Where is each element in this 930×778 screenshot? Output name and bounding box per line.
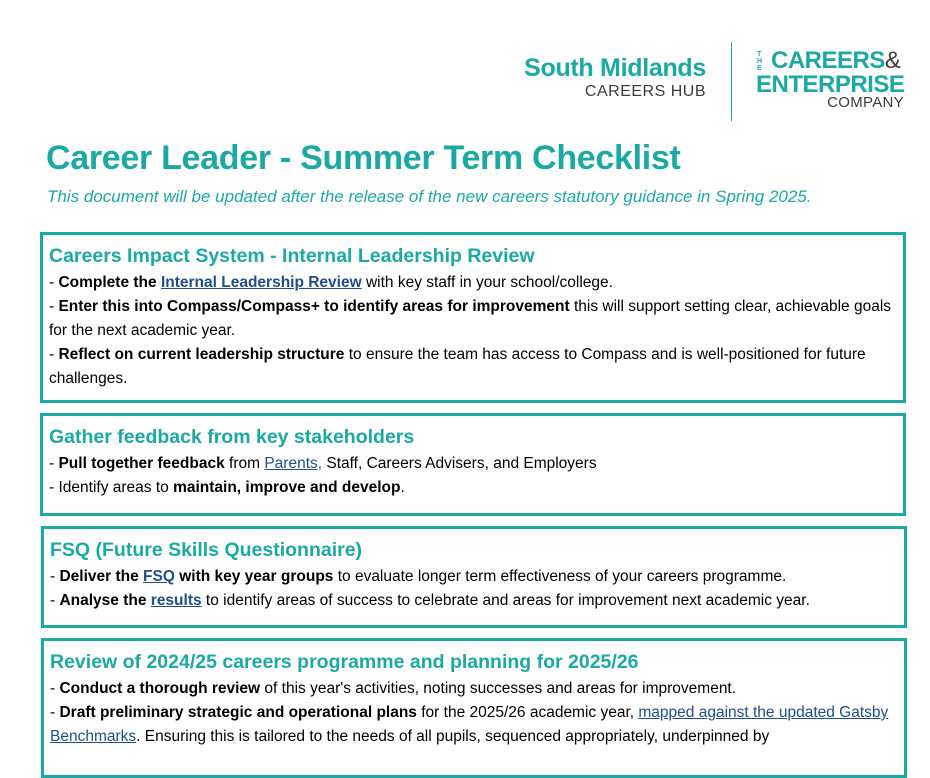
bullet-complete-review: - Complete the Internal Leadership Review with key staff in your school/college.	[49, 274, 613, 291]
cec-line3: COMPANY	[827, 94, 904, 111]
hub-subtitle: CAREERS HUB	[584, 83, 706, 100]
internal-leadership-review-link[interactable]: Internal Leadership Review	[160, 274, 362, 291]
bullet-deliver-fsq: - Deliver the FSQ with key year groups to evaluate longer term effectiveness of your careers programme.	[50, 568, 787, 585]
section-stakeholder-feedback	[40, 413, 906, 516]
logo-divider	[731, 42, 732, 121]
parents-link[interactable]: Parents,	[264, 455, 323, 472]
results-link[interactable]: results	[150, 592, 202, 609]
cec-line2: ENTERPRISE	[756, 71, 905, 98]
bullet-enter-compass: - Enter this into Compass/Compass+ to identify areas for improvement this will support setting clear, achievable goals for the next academic year.	[49, 298, 892, 339]
section-programme-review	[41, 638, 907, 778]
cec-the: THE	[757, 51, 763, 72]
section-heading: FSQ (Future Skills Questionnaire)	[50, 539, 363, 561]
bullet-conduct-review: - Conduct a thorough review of this year's activities, noting successes and areas for improvement.	[50, 680, 737, 697]
bullet-draft-plans: - Draft preliminary strategic and operational plans for the 2025/26 academic year, mapped against the updated Gatsby Benchmarks. Ensuring this is tailored to the needs of all pupils, sequenced appropriately, underpinned by	[50, 704, 889, 745]
page-title: Career Leader - Summer Term Checklist	[46, 139, 681, 177]
cec-line1: CAREERS&	[771, 47, 901, 74]
section-heading: Gather feedback from key stakeholders	[49, 426, 415, 448]
section-fsq	[41, 526, 907, 628]
page-subtitle: This document will be updated after the release of the new careers statutory guidance in Spring 2025.	[47, 187, 812, 206]
hub-name: South Midlands	[524, 54, 706, 82]
section-heading: Careers Impact System - Internal Leadership Review	[49, 245, 535, 267]
bullet-identify-areas: - Identify areas to maintain, improve and develop.	[49, 479, 405, 496]
bullet-pull-feedback: - Pull together feedback from Parents, Staff, Careers Advisers, and Employers	[49, 455, 597, 472]
gatsby-benchmarks-link[interactable]: mapped against the updated Gatsby Benchmarks	[50, 704, 889, 745]
section-leadership-review	[40, 232, 906, 403]
section-heading: Review of 2024/25 careers programme and planning for 2025/26	[50, 651, 639, 673]
bullet-reflect-structure: - Reflect on current leadership structure to ensure the team has access to Compass and is well-positioned for future challenges.	[49, 346, 866, 387]
south-midlands-hub-logo	[524, 54, 706, 102]
fsq-link[interactable]: FSQ	[143, 568, 175, 585]
bullet-analyse-results: - Analyse the results to identify areas of success to celebrate and areas for improvement next academic year.	[50, 592, 810, 609]
